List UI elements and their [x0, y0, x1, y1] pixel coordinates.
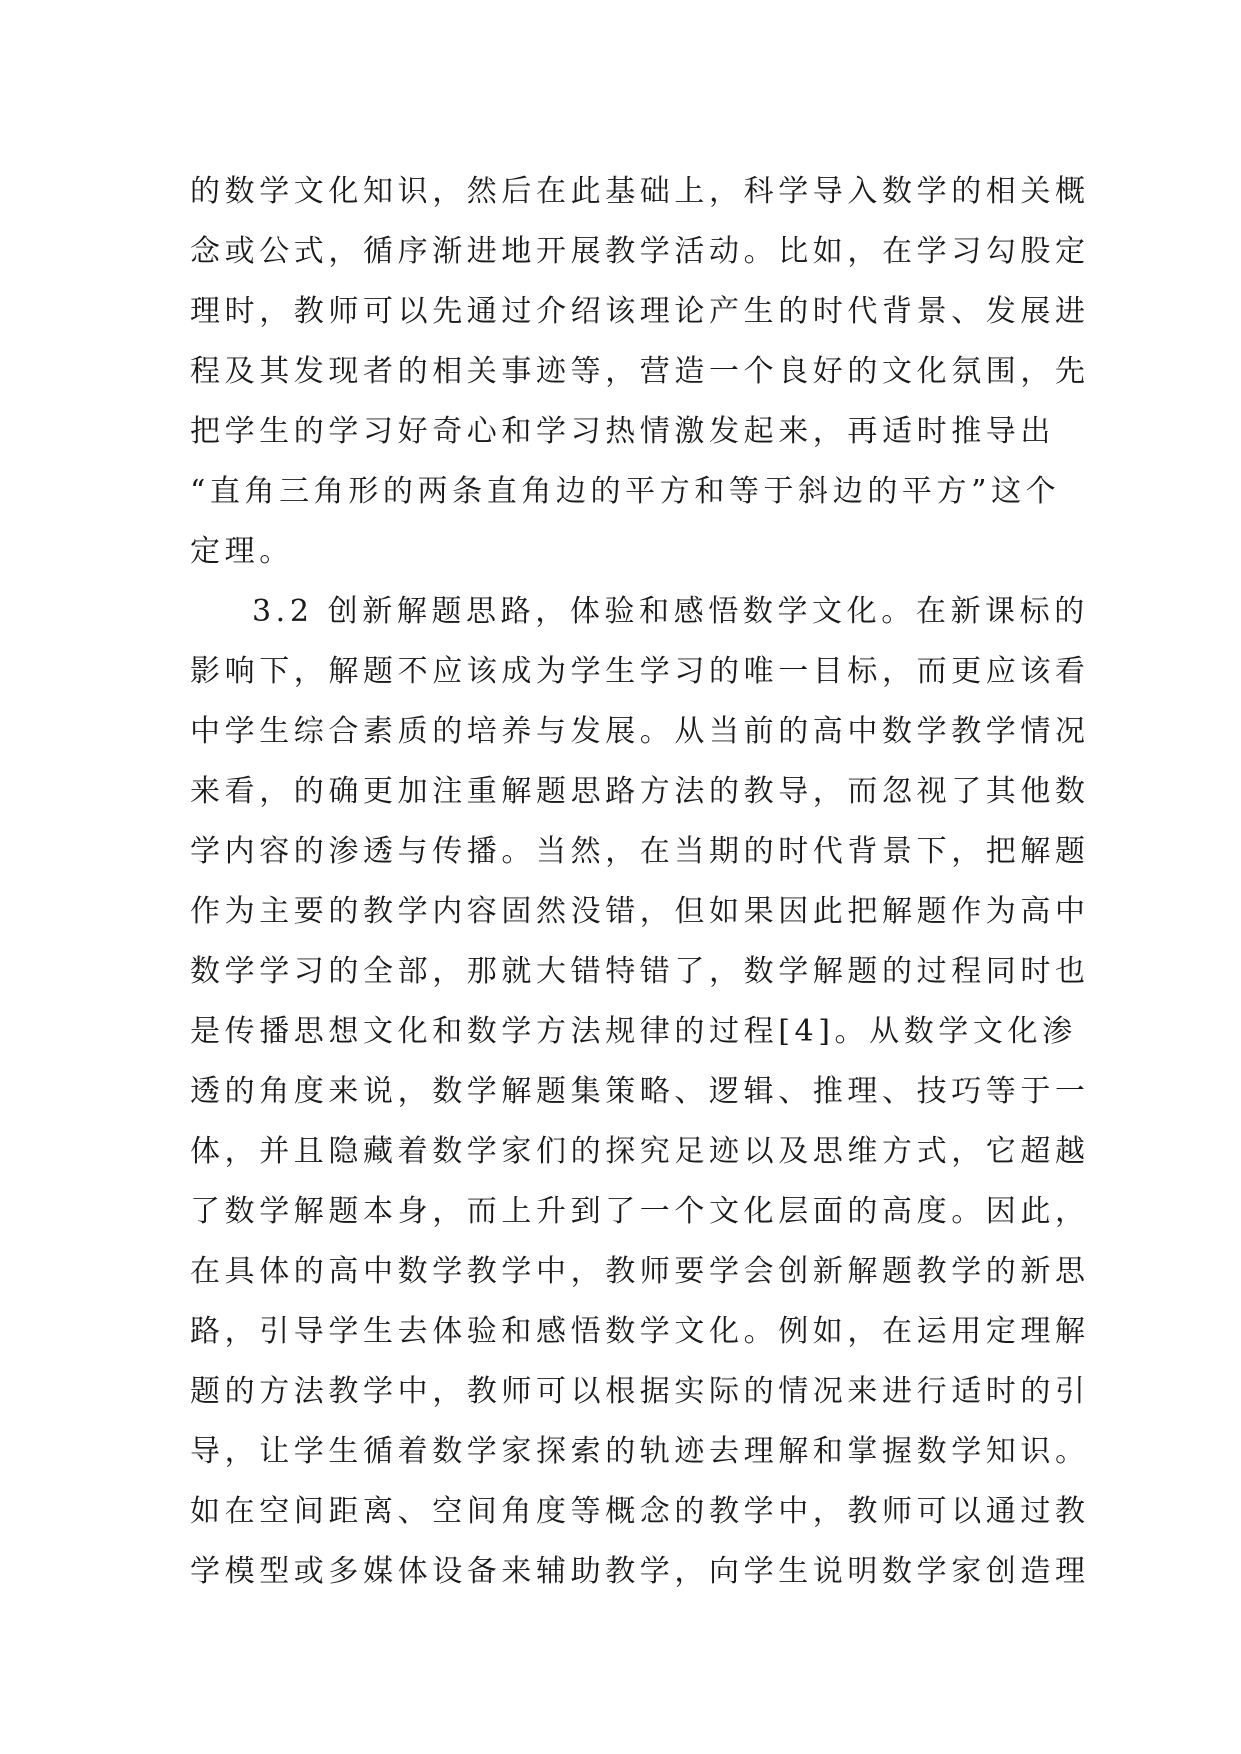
text-line: 念或公式，循序渐进地开展教学活动。比如，在学习勾股定 — [190, 234, 1090, 269]
text-line: 导，让学生循着数学家探索的轨迹去理解和掌握数学知识。 — [190, 1434, 1090, 1469]
text-line: 体，并且隐藏着数学家们的探究足迹以及思维方式，它超越 — [190, 1134, 1090, 1169]
text-line: 作为主要的教学内容固然没错，但如果因此把解题作为高中 — [190, 894, 1090, 929]
text-line: 是传播思想文化和数学方法规律的过程[4]。从数学文化渗 — [190, 1014, 1077, 1049]
text-line: 题的方法教学中，教师可以根据实际的情况来进行适时的引 — [190, 1374, 1090, 1409]
text-line: 学内容的渗透与传播。当然，在当期的时代背景下，把解题 — [190, 834, 1090, 869]
text-line: “直角三角形的两条直角边的平方和等于斜边的平方”这个 — [190, 474, 1061, 509]
text-line: 中学生综合素质的培养与发展。从当前的高中数学教学情况 — [190, 714, 1090, 749]
text-line: 定理。 — [190, 534, 294, 569]
section-heading-line: 3.2 创新解题思路，体验和感悟数学文化。在新课标的 — [252, 594, 1089, 629]
body-text — [190, 162, 1090, 1602]
text-line: 来看，的确更加注重解题思路方法的教导，而忽视了其他数 — [190, 774, 1090, 809]
text-line: 在具体的高中数学教学中，教师要学会创新解题教学的新思 — [190, 1254, 1090, 1289]
text-line: 程及其发现者的相关事迹等，营造一个良好的文化氛围，先 — [190, 354, 1090, 389]
text-line: 如在空间距离、空间角度等概念的教学中，教师可以通过教 — [190, 1494, 1090, 1529]
text-line: 的数学文化知识，然后在此基础上，科学导入数学的相关概 — [190, 174, 1090, 209]
text-line: 了数学解题本身，而上升到了一个文化层面的高度。因此， — [190, 1194, 1090, 1229]
text-line: 影响下，解题不应该成为学生学习的唯一目标，而更应该看 — [190, 654, 1090, 689]
text-line: 路，引导学生去体验和感悟数学文化。例如，在运用定理解 — [190, 1314, 1090, 1349]
text-line: 理时，教师可以先通过介绍该理论产生的时代背景、发展进 — [190, 294, 1090, 329]
text-line: 把学生的学习好奇心和学习热情激发起来，再适时推导出 — [190, 414, 1055, 449]
text-line: 数学学习的全部，那就大错特错了，数学解题的过程同时也 — [190, 954, 1090, 989]
text-line: 学模型或多媒体设备来辅助教学，向学生说明数学家创造理 — [190, 1554, 1090, 1589]
text-line: 透的角度来说，数学解题集策略、逻辑、推理、技巧等于一 — [190, 1074, 1090, 1109]
